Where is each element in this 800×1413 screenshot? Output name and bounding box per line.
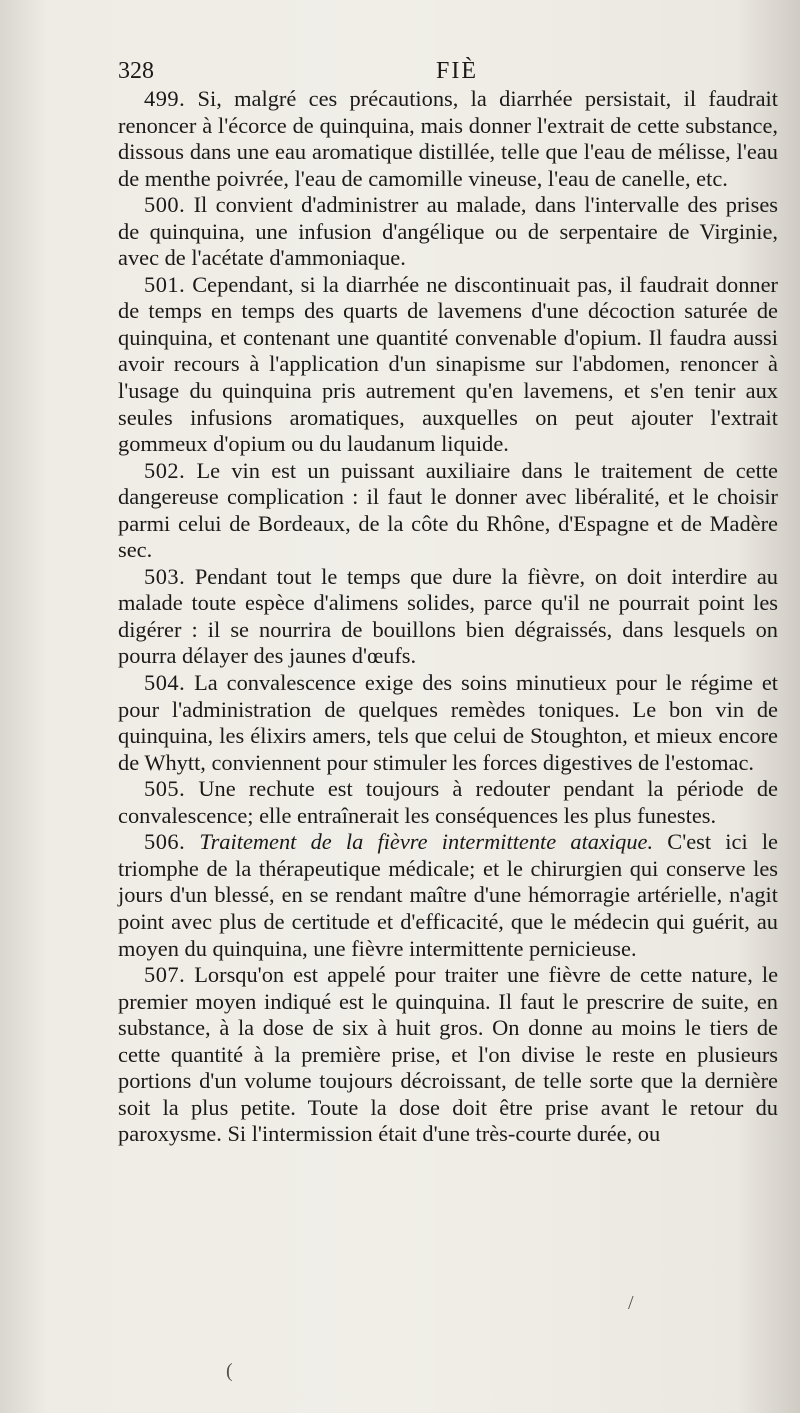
body-text bbox=[118, 86, 778, 1148]
paragraph-text: Pendant tout le temps que dure la fièvre, on doit interdire au malade toute espèce d'alimens solides, parce qu'il ne pourrait point les digérer : il se nourrira de bouillons bien dégraissés, dans lesquels on pourra délayer des jaunes d'œufs. bbox=[118, 563, 778, 669]
paragraph-number: 505. bbox=[144, 776, 186, 802]
paragraph-text: Cependant, si la diarrhée ne discontinuait pas, il faudrait donner de temps en temps des quarts de lavemens d'une décoction saturée de quinquina, et contenant une quantité convenable d'opium. Il faudra aussi avoir recours à l'application d'un sinapisme sur l'abdomen, renoncer à l'usage du quinquina pris autrement qu'en lavemens, et s'en tenir aux seules infusions aromatiques, auxquelles on peut ajouter l'extrait gommeux d'opium ou du laudanum liquide. bbox=[118, 271, 778, 457]
paragraph-507 bbox=[118, 962, 778, 1148]
paragraph-text: Il convient d'administrer au malade, dans l'intervalle des prises de quinquina, une infusion d'angélique ou de serpentaire de Virginie, avec de l'acétate d'ammoniaque. bbox=[118, 192, 779, 271]
paragraph-500 bbox=[118, 192, 778, 272]
paragraph-number: 500. bbox=[144, 192, 186, 218]
paragraph-number: 501. bbox=[144, 271, 186, 297]
paragraph-number: 503. bbox=[144, 563, 186, 589]
paragraph-506 bbox=[118, 829, 778, 962]
stray-ink-mark: / bbox=[628, 1292, 634, 1314]
page-number: 328 bbox=[118, 58, 154, 84]
paragraph-number: 502. bbox=[144, 457, 186, 483]
paragraph-501 bbox=[118, 272, 778, 458]
paragraph-text: Si, malgré ces précautions, la diarrhée persistait, il faudrait renoncer à l'écorce de quinquina, mais donner l'extrait de cette substance, dissous dans une eau aromatique distillée, telle que l'eau de mélisse, l'eau de menthe poivrée, l'eau de camomille vineuse, l'eau de canelle, etc. bbox=[118, 86, 778, 191]
paragraph-503 bbox=[118, 564, 778, 670]
paragraph-text: C'est ici le triomphe de la thérapeutique médicale; et le chirurgien qui conserve les jours d'un blessé, en se rendant maître d'une hémorragie artérielle, n'agit point avec plus de certitude et d'efficacité, que le médecin qui guérit, au moyen du quinquina, une fièvre intermittente pernicieuse. bbox=[118, 829, 778, 961]
paragraph-number: 504. bbox=[144, 670, 186, 696]
paragraph-text: La convalescence exige des soins minutieux pour le régime et pour l'administration de quelques remèdes toniques. Le bon vin de quinquina, les élixirs amers, tels que celui de Stoughton, et mieux encore de Whytt, conviennent pour stimuler les forces digestives de l'estomac. bbox=[118, 670, 778, 775]
paragraph-502 bbox=[118, 458, 778, 564]
paragraph-499 bbox=[118, 86, 778, 192]
stray-ink-mark: ( bbox=[226, 1360, 233, 1382]
running-head: FIÈ bbox=[436, 58, 478, 84]
paragraph-heading: Traitement de la fièvre intermittente ataxique. bbox=[199, 829, 654, 855]
paragraph-text: Lorsqu'on est appelé pour traiter une fièvre de cette nature, le premier moyen indiqué est le quinquina. Il faut le prescrire de suite, en substance, à la dose de six à huit gros. On donne au moins le tiers de cette quantité à la première prise, et l'on divise le reste en plusieurs portions d'un volume toujours décroissant, de telle sorte que la dernière soit la plus petite. Toute la dose doit être prise avant le retour du paroxysme. Si l'intermission était d'une très-courte durée, ou bbox=[118, 962, 779, 1147]
paragraph-505 bbox=[118, 776, 778, 829]
paragraph-504 bbox=[118, 670, 778, 776]
paragraph-number: 506. bbox=[144, 829, 186, 855]
paragraph-text: Une rechute est toujours à redouter pendant la période de convalescence; elle entraînerait les conséquences les plus funestes. bbox=[118, 776, 778, 828]
paragraph-number: 507. bbox=[144, 962, 186, 988]
paragraph-number: 499. bbox=[144, 86, 186, 111]
paragraph-text: Le vin est un puissant auxiliaire dans le traitement de cette dangereuse complication : il faut le donner avec libéralité, et le choisir parmi celui de Bordeaux, de la côte du Rhône, d'Espagne et de Madère sec. bbox=[118, 457, 778, 563]
